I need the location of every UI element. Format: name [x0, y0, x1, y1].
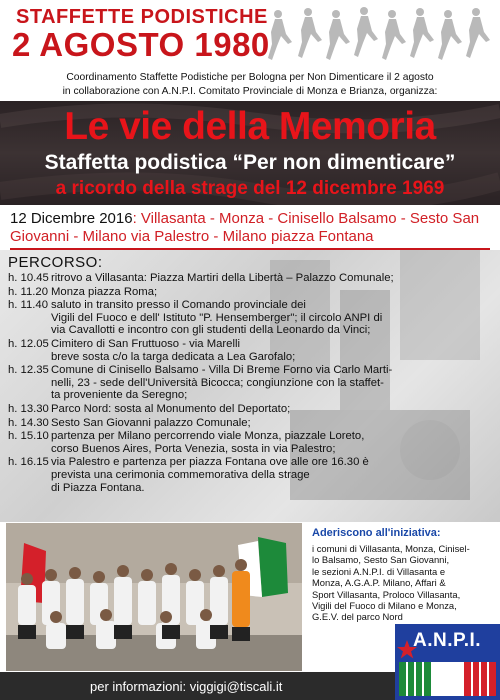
runners-silhouette-icon	[268, 4, 496, 64]
percorso-stop	[8, 299, 492, 337]
stop-time: h. 15.10	[8, 430, 49, 443]
stop-time: h. 10.45	[8, 272, 49, 284]
percorso-list	[8, 272, 492, 495]
percorso-stop	[8, 286, 492, 299]
banner-subtitle: Staffetta podistica “Per non dimenticare”	[44, 151, 456, 174]
banner-ricordo: a ricordo della strage del 12 dicembre 1969	[55, 178, 445, 199]
percorso-stop	[8, 403, 492, 416]
group-photo	[6, 523, 302, 671]
stop-description: Parco Nord: sosta al Monumento del Deportato;	[51, 402, 291, 415]
organizers-text	[0, 71, 500, 99]
adhesions-text: i comuni di Villasanta, Monza, Cinisel- lo Balsamo, Sesto San Giovanni, le sezioni A.N.P.I. di Villasanta e Monza, A.G.A.P. Milano, Affari & Sport Villasanta, Proloco Villasanta, Vigili del Fuoco di Milano e Monza, G.E.V. del parco Nord	[312, 543, 470, 623]
header-line-2: 2 AGOSTO 1980	[12, 26, 270, 63]
stop-description: saluto in transito presso il Comando provinciale dei Vigili del Fuoco e dell' Istituto "P. Hensemberger"; il circolo ANPI di via Cavallotti e incontro con gli studenti della Leonardo da Vinci;	[51, 299, 383, 337]
stop-description: Sesto San Giovanni palazzo Comunale;	[51, 416, 251, 429]
stop-time: h. 12.35	[8, 364, 49, 377]
banner-title: Le vie della Memoria	[64, 105, 436, 148]
anpi-logo-label: A.N.P.I.	[413, 630, 482, 651]
stop-description: partenza per Milano percorrendo viale Monza, piazzale Loreto, corso Buenos Aires, Porta Venezia, sosta in via Palestro;	[51, 430, 365, 455]
percorso-stop	[8, 272, 492, 285]
organizers-line-2: in collaborazione con A.N.P.I. Comitato Provinciale di Monza e Brianza, organizza:	[62, 86, 438, 97]
stop-time: h. 11.20	[8, 285, 48, 298]
adhesions-heading: Aderiscono all'iniziativa:	[312, 527, 441, 539]
stop-time: h. 12.05	[8, 337, 49, 350]
header-line-1: STAFFETTE PODISTICHE	[16, 6, 268, 28]
stop-time: h. 16.15	[8, 456, 49, 469]
anpi-logo	[395, 624, 500, 700]
stop-time: h. 13.30	[8, 402, 49, 415]
percorso-stop	[8, 417, 492, 430]
stop-description: Comune di Cinisello Balsamo - Villa Di Breme Forno via Carlo Marti- nelli, 23 - sede dell'Università Bicocca; congiunzione con la staffet- ta proveniente da Seregno;	[51, 364, 393, 402]
percorso-section	[0, 250, 500, 522]
stop-description: Cimitero di San Fruttuoso - via Marelli breve sosta c/o la targa dedicata a Lea Garofalo;	[51, 337, 296, 363]
top-header	[0, 0, 500, 68]
percorso-stop	[8, 364, 492, 402]
organizers-line-1: Coordinamento Staffette Podistiche per Bologna per Non Dimenticare il 2 agosto	[66, 72, 434, 83]
percorso-stop	[8, 430, 492, 455]
group-photo-image	[6, 523, 302, 671]
stop-time: h. 11.40	[8, 299, 48, 312]
event-dateline	[10, 210, 496, 246]
percorso-stop	[8, 338, 492, 363]
stop-description: via Palestro e partenza per piazza Fontana ove alle ore 16.30 è prevista una cerimonia commemorativa della strage di Piazza Fontana.	[51, 456, 369, 494]
stop-time: h. 14.30	[8, 416, 49, 429]
stop-description: Monza piazza Roma;	[51, 285, 158, 298]
memoria-banner	[0, 101, 500, 205]
percorso-heading: PERCORSO:	[8, 254, 103, 271]
percorso-stop	[8, 456, 492, 494]
contact-info: per informazioni: viggigi@tiscali.it	[90, 679, 283, 694]
event-date: 12 Dicembre 2016	[10, 210, 133, 227]
event-route: : Villasanta - Monza - Cinisello Balsamo - Sesto San Giovanni - Milano via Palestro - Milano piazza Fontana	[10, 210, 480, 245]
stop-description: ritrovo a Villasanta: Piazza Martiri della Libertà – Palazzo Comunale;	[51, 272, 394, 284]
